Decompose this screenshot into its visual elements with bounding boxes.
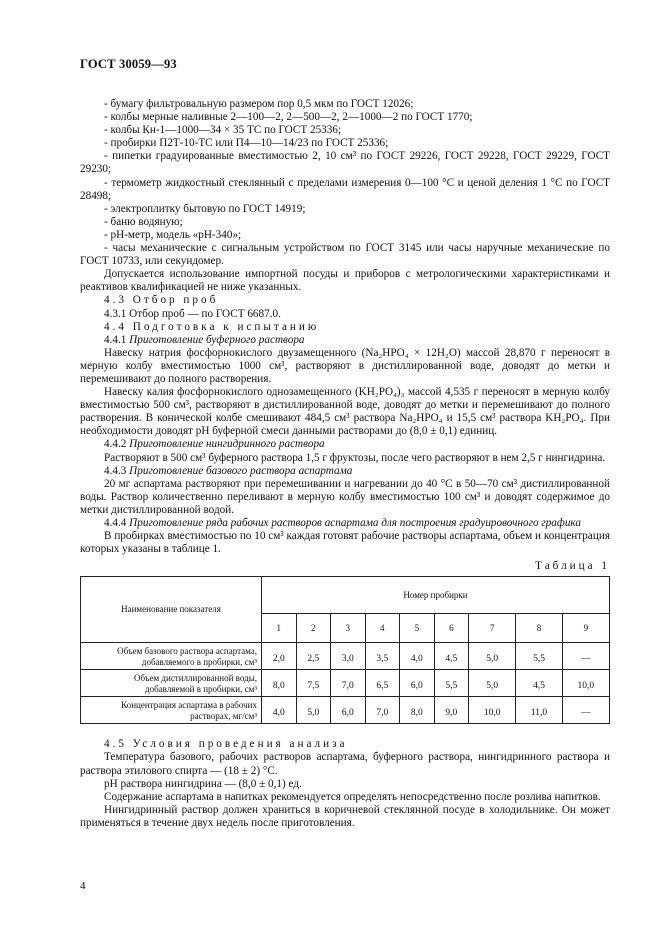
table-cell: 7,5 (296, 670, 331, 697)
table-cell: 5,0 (296, 697, 331, 724)
section-number: 4.4.1 (104, 333, 127, 346)
section-4-4-3-heading (80, 465, 610, 478)
table-cell: 5,0 (469, 670, 516, 697)
page-number: 4 (80, 880, 86, 892)
table-cell: 10,0 (469, 697, 516, 724)
table-cell: 2,0 (262, 643, 297, 670)
section-title: Приготовление ряда рабочих растворов аспартама для построения градуировочного графика (129, 517, 581, 529)
paragraph-ninhydrin: Растворяют в 500 см³ буферного раствора 1,5 г фруктозы, после чего растворяют в нем 2,5 г нингидрина. (104, 451, 606, 464)
equipment-line: - pH-метр, модель «pH-340»; (104, 228, 242, 241)
table-cell: 4,5 (516, 670, 562, 697)
table-cell: 5,5 (516, 643, 562, 670)
section-4-4-1-heading (80, 334, 610, 347)
table-head-group: Номер пробирки (262, 577, 610, 614)
table-col-header: 4 (365, 614, 400, 643)
equipment-line: - баню водяную; (104, 215, 183, 228)
paragraph-temperature: Температура базового, рабочих растворов аспартама, буферного раствора, нингидринного раствора и раствора этилового спирта — (18 ± 2) °С. (80, 751, 610, 777)
table-cell: 4,0 (262, 697, 297, 724)
table-cell: 9,0 (434, 697, 469, 724)
paragraph-buffer-2: Навеску калия фосфорнокислого однозамещенного (KH₂PO₄)₃ массой 4,535 г переносят в мерную колбу вместимостью 500 см³, растворяют в дистиллированной воде, доводят до метки и перемешивают до полного растворения. В конической колбе смешивают 484,5 см³ раствора Na₂HPO₄ и 15,5 см³ раствора KH₂PO₄. При необходимости доводят pH буферной смеси данными растворами до (8,0 ± 0,1) единиц. (80, 386, 610, 438)
section-4-3-heading: 4.3 Отбор проб (104, 294, 219, 307)
section-number: 4.4.3 (104, 464, 127, 477)
table-col-header: 1 (262, 614, 297, 643)
table-cell: 2,5 (296, 643, 331, 670)
table-cell: 7,0 (331, 670, 366, 697)
page-body (80, 98, 610, 830)
table-col-header: 3 (331, 614, 366, 643)
paragraph-base-solution: 20 мг аспартама растворяют при перемешивании и нагревании до 40 °С в 50—70 см³ дистиллированной воды. Раствор количественно переливают в мерную колбу вместимостью 100 см³ и доводят содержимое до метки дистиллированной водой. (80, 477, 610, 516)
table-cell: 4,5 (434, 643, 469, 670)
table-cell: 3,0 (331, 643, 366, 670)
section-4-4-4-heading (80, 517, 610, 530)
table-col-header: 6 (434, 614, 469, 643)
table-col-header: 2 (296, 614, 331, 643)
table-col-header: 9 (562, 614, 609, 643)
table-cell: 6,0 (400, 670, 435, 697)
equipment-line: - колбы Кн-1—1000—34 × 35 ТС по ГОСТ 25336; (104, 124, 342, 137)
table-caption: Таблица 1 (535, 560, 610, 573)
table-row-label: Объем базового раствора аспартама, добавляемого в пробирки, см³ (81, 643, 262, 670)
section-number: 4.4.4 (104, 517, 127, 529)
table-col-header: 7 (469, 614, 516, 643)
equipment-line: - бумагу фильтровальную размером пор 0,5 мкм по ГОСТ 12026; (104, 98, 414, 110)
table-head-label: Наименование показателя (81, 577, 262, 643)
section-4-3-1: 4.3.1 Отбор проб — по ГОСТ 6687.0. (104, 307, 281, 320)
section-number: 4.4.2 (104, 438, 127, 451)
table-cell: — (562, 643, 609, 670)
table-1 (80, 576, 610, 724)
equipment-line: - электроплитку бытовую по ГОСТ 14919; (104, 202, 306, 215)
equipment-line: - часы механические с сигнальным устройством по ГОСТ 3145 или часы наручные механические по ГОСТ 10733, или секундомер. (80, 242, 610, 268)
paragraph-content: Содержание аспартама в напитках рекомендуется определять непосредственно после розлива напитков. (104, 790, 601, 803)
table-row-label: Концентрация аспартама в рабочих растворах, мг/см³ (81, 697, 262, 724)
table-cell: 5,0 (469, 643, 516, 670)
document-header: ГОСТ 30059—93 (80, 57, 177, 71)
paragraph-ph: pH раствора нингидрина — (8,0 ± 0,1) ед. (104, 777, 302, 790)
paragraph-storage: Нингидринный раствор должен храниться в коричневой стеклянной посуде в холодильнике. Он может применяться в течение двух недель после приготовления. (80, 803, 610, 829)
table-row (81, 670, 610, 697)
table-cell: 6,0 (331, 697, 366, 724)
paragraph-buffer-1: Навеску натрия фосфорнокислого двузамещенного (Na₂HPO₄ × 12H₂O) массой 28,870 г переносят в мерную колбу вместимостью 1000 см³, растворяют в дистиллированной воде, доводят до метки и перемешивают до полного растворения. (80, 346, 610, 385)
section-title: Приготовление базового раствора аспартама (129, 464, 353, 477)
table-cell: 11,0 (516, 697, 562, 724)
table-row-label: Объем дистиллированной воды, добавляемой в пробирки, см³ (81, 670, 262, 697)
equipment-line: - колбы мерные наливные 2—100—2, 2—500—2, 2—1000—2 по ГОСТ 1770; (104, 111, 473, 124)
table-cell: 8,0 (262, 670, 297, 697)
equipment-line: - термометр жидкостный стеклянный с пределами измерения 0—100 °С и ценой деления 1 °С по ГОСТ 28498; (80, 176, 610, 202)
section-4-4-2-heading (80, 438, 610, 451)
table-cell: — (562, 697, 609, 724)
table-row (81, 643, 610, 670)
table-row (81, 697, 610, 724)
section-4-5-heading: 4.5 Условия проведения анализа (104, 738, 348, 751)
table-cell: 6,5 (365, 670, 400, 697)
table-cell: 7,0 (365, 697, 400, 724)
section-title: Приготовление нингидринного раствора (129, 438, 325, 451)
table-cell: 3,5 (365, 643, 400, 670)
table-cell: 8,0 (400, 697, 435, 724)
table-cell: 5,5 (434, 670, 469, 697)
table-cell: 10,0 (562, 670, 609, 697)
section-4-4-heading: 4.4 Подготовка к испытанию (104, 320, 320, 333)
equipment-line: - пипетки градуированные вместимостью 2, 10 см³ по ГОСТ 29226, ГОСТ 29228, ГОСТ 29229, ГОСТ 29230; (80, 150, 610, 176)
paragraph-import: Допускается использование импортной посуды и приборов с метрологическими характеристиками и реактивов квалификацией не ниже указанных. (80, 268, 610, 294)
section-title: Приготовление буферного раствора (129, 333, 305, 346)
table-col-header: 5 (400, 614, 435, 643)
equipment-line: - пробирки П2Т-10-ТС или П4—10—14/23 по ГОСТ 25336; (104, 137, 389, 150)
table-cell: 4,0 (400, 643, 435, 670)
table-col-header: 8 (516, 614, 562, 643)
paragraph-working-solutions: В пробирках вместимостью по 10 см³ каждая готовят рабочие растворы аспартама, объем и концентрация которых указаны в таблице 1. (80, 530, 610, 556)
